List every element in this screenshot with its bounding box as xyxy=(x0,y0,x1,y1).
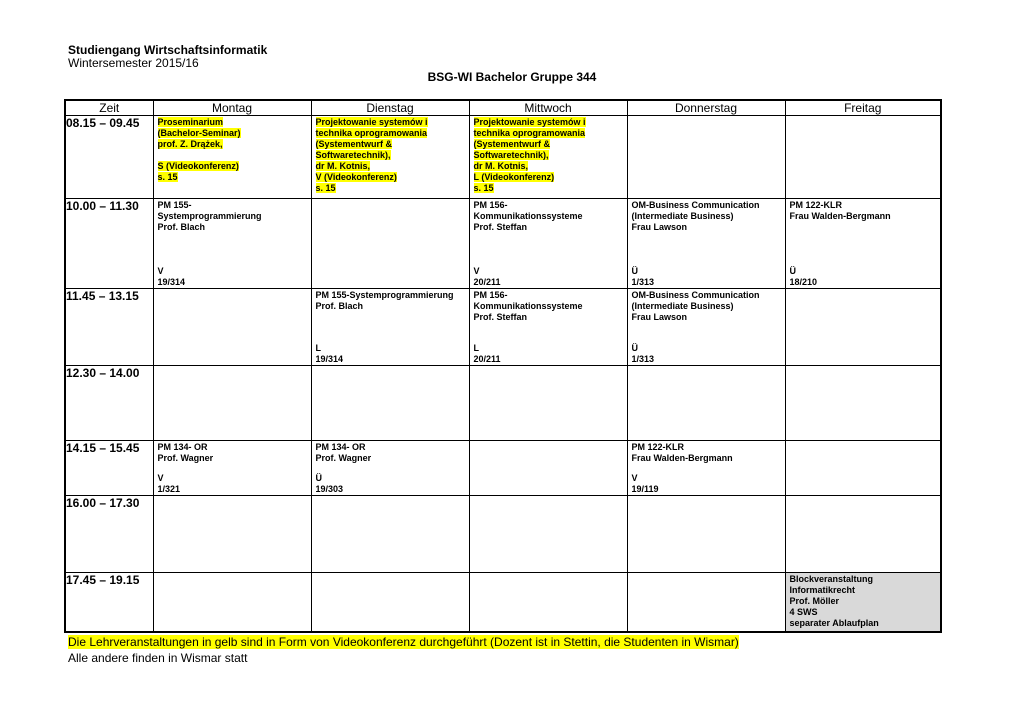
course-line: PM 155-Systemprogrammierung xyxy=(315,290,454,300)
course-line: Frau Walden-Bergmann xyxy=(789,211,891,221)
highlighted-text: Proseminarium xyxy=(157,117,224,127)
schedule-cell xyxy=(785,573,941,633)
course-line: 1/321 xyxy=(157,484,181,494)
course-line: Prof. Blach xyxy=(157,222,206,232)
course-line: Prof. Wagner xyxy=(157,453,214,463)
course-line xyxy=(316,172,465,183)
schedule-cell xyxy=(469,116,627,199)
course-line: (Intermediate Business) xyxy=(631,301,734,311)
schedule-cell xyxy=(153,496,311,573)
highlighted-text: dr M. Kotnis, xyxy=(473,161,528,171)
time-slot: 14.15 – 15.45 xyxy=(65,441,153,496)
course-line: Prof. Wagner xyxy=(315,453,372,463)
schedule-cell xyxy=(469,366,627,441)
course-line xyxy=(158,117,307,128)
schedule-cell xyxy=(785,366,941,441)
table-row xyxy=(65,199,941,289)
group-title: BSG-WI Bachelor Gruppe 344 xyxy=(427,70,597,84)
course-line xyxy=(474,161,623,172)
time-slot: 11.45 – 13.15 xyxy=(65,289,153,366)
highlighted-text: technika oprogramowania xyxy=(315,128,428,138)
course-line: Ü xyxy=(789,266,796,276)
course-line: Prof. Steffan xyxy=(473,222,528,232)
highlighted-text: s. 15 xyxy=(157,172,178,182)
table-row xyxy=(65,289,941,366)
highlighted-text: s. 15 xyxy=(315,183,336,193)
schedule-cell xyxy=(627,573,785,633)
schedule-cell xyxy=(627,496,785,573)
highlighted-text: Projektowanie systemów i xyxy=(315,117,428,127)
table-row xyxy=(65,573,941,633)
course-line: 19/314 xyxy=(315,354,344,364)
schedule-cell xyxy=(311,289,469,366)
col-header-dienstag: Dienstag xyxy=(311,100,469,116)
col-header-montag: Montag xyxy=(153,100,311,116)
course-line: Prof. Blach xyxy=(315,301,364,311)
schedule-cell xyxy=(311,366,469,441)
highlighted-text: Softwaretechnik), xyxy=(315,150,391,160)
highlighted-text: technika oprogramowania xyxy=(473,128,586,138)
highlighted-text: L (Videokonferenz) xyxy=(473,172,555,182)
col-header-zeit: Zeit xyxy=(65,100,153,116)
highlighted-text: (Systementwurf & xyxy=(315,139,393,149)
course-line xyxy=(158,172,307,183)
course-line: V xyxy=(157,473,164,483)
schedule-cell xyxy=(311,441,469,496)
course-line xyxy=(316,128,465,139)
highlighted-text: Softwaretechnik), xyxy=(473,150,549,160)
table-row xyxy=(65,441,941,496)
time-slot: 12.30 – 14.00 xyxy=(65,366,153,441)
schedule-cell xyxy=(311,116,469,199)
schedule-cell xyxy=(311,573,469,633)
course-line xyxy=(316,161,465,172)
course-line: PM 134- OR xyxy=(315,442,366,452)
course-line: Frau Walden-Bergmann xyxy=(631,453,733,463)
course-line: Blockveranstaltung xyxy=(789,574,874,584)
highlighted-text: (Bachelor-Seminar) xyxy=(157,128,241,138)
schedule-cell xyxy=(785,441,941,496)
course-line: L xyxy=(473,343,479,353)
highlighted-text: V (Videokonferenz) xyxy=(315,172,397,182)
col-header-mittwoch: Mittwoch xyxy=(469,100,627,116)
course-line xyxy=(316,117,465,128)
course-line: Ü xyxy=(631,343,638,353)
time-slot: 16.00 – 17.30 xyxy=(65,496,153,573)
course-line: 1/313 xyxy=(631,277,655,287)
schedule-cell xyxy=(785,116,941,199)
course-line xyxy=(158,161,307,172)
schedule-cell xyxy=(627,366,785,441)
course-line: Prof. Möller xyxy=(789,596,840,606)
schedule-cell xyxy=(627,441,785,496)
course-line: 20/211 xyxy=(473,277,501,287)
course-line: 19/314 xyxy=(157,277,186,287)
course-line: Informatikrecht xyxy=(789,585,856,595)
course-line xyxy=(474,128,623,139)
schedule-cell xyxy=(785,496,941,573)
schedule-cell xyxy=(469,573,627,633)
course-line: PM 156- xyxy=(473,290,508,300)
schedule-cell xyxy=(785,289,941,366)
course-line: PM 155- xyxy=(157,200,192,210)
schedule-cell xyxy=(627,289,785,366)
course-line: Ü xyxy=(315,473,322,483)
table-row xyxy=(65,496,941,573)
highlighted-text: S (Videokonferenz) xyxy=(157,161,239,171)
schedule-cell xyxy=(311,496,469,573)
course-line: 20/211 xyxy=(473,354,501,364)
course-line xyxy=(316,139,465,150)
course-line xyxy=(158,139,307,150)
footnote-videoconference: Die Lehrveranstaltungen in gelb sind in Form von Videokonferenz durchgeführt (Dozent ist in Stettin, die Studenten in Wismar) xyxy=(68,635,739,649)
course-line: V xyxy=(473,266,480,276)
course-line: PM 156- xyxy=(473,200,508,210)
schedule-cell xyxy=(153,289,311,366)
course-line: V xyxy=(157,266,164,276)
course-line xyxy=(316,183,465,194)
course-line: 4 SWS xyxy=(789,607,818,617)
course-line xyxy=(474,139,623,150)
header-row xyxy=(65,100,941,116)
course-line: 1/313 xyxy=(631,354,655,364)
program-title: Studiengang Wirtschaftsinformatik xyxy=(68,43,268,57)
course-line xyxy=(158,128,307,139)
course-line xyxy=(474,172,623,183)
schedule-cell xyxy=(785,199,941,289)
course-line: Prof. Steffan xyxy=(473,312,528,322)
highlighted-text: (Systementwurf & xyxy=(473,139,551,149)
highlighted-text: Projektowanie systemów i xyxy=(473,117,586,127)
table-row xyxy=(65,116,941,199)
course-line: (Intermediate Business) xyxy=(631,211,734,221)
course-line xyxy=(316,150,465,161)
time-slot: 08.15 – 09.45 xyxy=(65,116,153,199)
highlighted-text: dr M. Kotnis, xyxy=(315,161,370,171)
schedule-cell xyxy=(153,366,311,441)
course-line: PM 122-KLR xyxy=(789,200,843,210)
schedule-cell xyxy=(469,199,627,289)
highlighted-text: s. 15 xyxy=(473,183,494,193)
table-row xyxy=(65,366,941,441)
schedule-cell xyxy=(153,116,311,199)
course-line xyxy=(474,150,623,161)
course-line: Ü xyxy=(631,266,638,276)
course-line: PM 122-KLR xyxy=(631,442,685,452)
col-header-freitag: Freitag xyxy=(785,100,941,116)
course-line: PM 134- OR xyxy=(157,442,208,452)
schedule-cell xyxy=(153,199,311,289)
timetable xyxy=(64,99,942,633)
footnote-wismar: Alle andere finden in Wismar statt xyxy=(68,651,248,665)
schedule-cell xyxy=(153,573,311,633)
course-line: V xyxy=(631,473,638,483)
course-line: OM-Business Communication xyxy=(631,200,760,210)
schedule-cell xyxy=(311,199,469,289)
course-line: separater Ablaufplan xyxy=(789,618,879,628)
course-line xyxy=(474,117,623,128)
course-line: Frau Lawson xyxy=(631,312,688,322)
course-line: Frau Lawson xyxy=(631,222,688,232)
time-slot: 17.45 – 19.15 xyxy=(65,573,153,633)
course-line: 19/119 xyxy=(631,484,659,494)
schedule-cell xyxy=(469,441,627,496)
course-line xyxy=(474,183,623,194)
schedule-cell xyxy=(469,289,627,366)
course-line: L xyxy=(315,343,321,353)
course-line: OM-Business Communication xyxy=(631,290,760,300)
schedule-cell xyxy=(627,199,785,289)
course-line: 19/303 xyxy=(315,484,344,494)
course-line: Systemprogrammierung xyxy=(157,211,262,221)
time-slot: 10.00 – 11.30 xyxy=(65,199,153,289)
schedule-cell xyxy=(153,441,311,496)
course-line: Kommunikationssysteme xyxy=(473,301,583,311)
schedule-cell xyxy=(469,496,627,573)
course-line xyxy=(158,150,307,161)
col-header-donnerstag: Donnerstag xyxy=(627,100,785,116)
schedule-cell xyxy=(627,116,785,199)
highlighted-text: prof. Z. Drążek, xyxy=(157,139,223,149)
course-line: Kommunikationssysteme xyxy=(473,211,583,221)
course-line: 18/210 xyxy=(789,277,818,287)
semester-label: Wintersemester 2015/16 xyxy=(68,56,199,70)
